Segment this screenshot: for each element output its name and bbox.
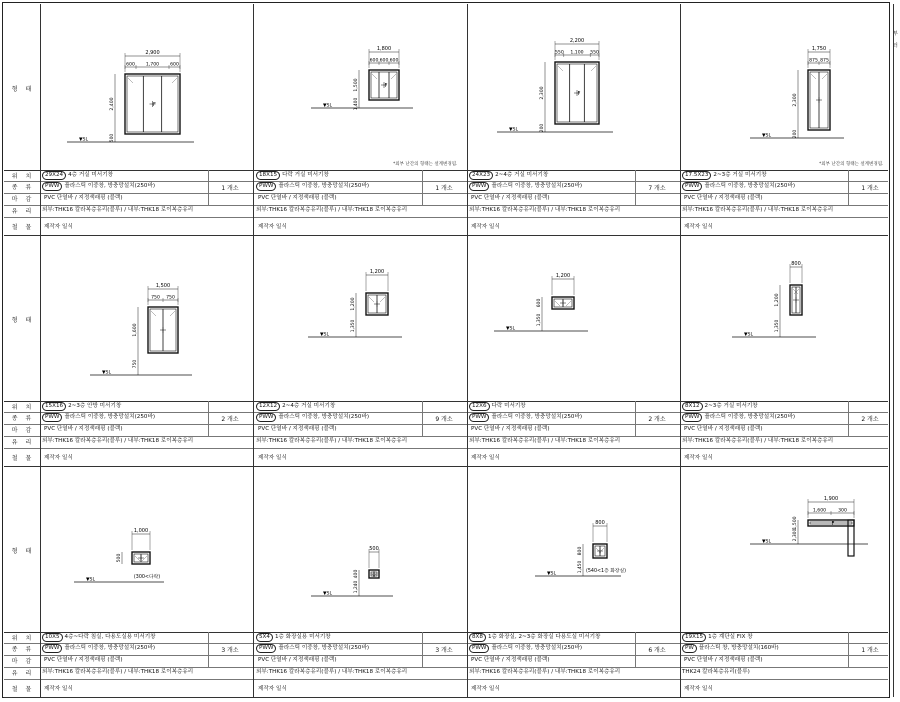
window-frame — [366, 293, 388, 315]
window-type-cell — [469, 413, 633, 422]
dim-total: 2,200 — [569, 38, 585, 44]
window-type-cell — [469, 182, 633, 191]
dim-sill: 500 — [110, 133, 115, 143]
window-glass: 외부:THK16 칼라복층유리(블루) / 내부:THK18 로이복층유리 — [256, 207, 408, 213]
dim-height: 1,500 — [793, 516, 798, 530]
window-qty: 7 개소 — [648, 185, 666, 192]
window-frame — [790, 285, 802, 315]
window-hardware: 제작자 일식 — [44, 455, 73, 461]
dim-part: 600 — [379, 58, 389, 64]
window-glass: 외부:THK16 칼라복층유리(블루) / 내부:THK18 로이복층유리 — [256, 438, 408, 444]
window-code: 19X15 — [682, 633, 706, 642]
window-frame — [369, 570, 379, 579]
dim-sill: 1,400 — [354, 97, 359, 111]
fix-label: F — [577, 91, 581, 97]
window-finish: PVC 단열바 / 지정색래핑 (블랙) — [44, 426, 123, 432]
window-location-cell — [469, 171, 633, 180]
row-label-location: 위 치 — [11, 173, 35, 180]
window-glass: 외부:THK16 칼라복층유리(블루) / 내부:THK18 로이복층유리 — [469, 207, 621, 213]
window-type-desc: 플라스틱 이중창, 방충망설치(250바) — [491, 414, 583, 420]
window-kind: PWW — [682, 182, 702, 191]
dim-sill: 750 — [133, 359, 138, 369]
sl-label: ▼SL — [86, 577, 96, 583]
window-code: 12X12 — [256, 402, 280, 411]
window-type-cell — [682, 413, 846, 422]
window-location: 1층 계단실 FIX 창 — [708, 634, 753, 640]
window-qty: 3 개소 — [221, 647, 239, 654]
sl-label: ▼SL — [744, 332, 754, 338]
window-type-cell — [42, 182, 206, 191]
window-location: 2~4층 거실 미서기창 — [495, 172, 549, 178]
window-glass: 외부:THK16 칼라복층유리(블루) / 내부:THK18 로이복층유리 — [469, 438, 621, 444]
window-type-desc: 플라스틱 이중창, 방충망설치(250바) — [278, 414, 370, 420]
dim-total: 1,500 — [155, 283, 171, 289]
dim-height: 600 — [537, 298, 542, 308]
row-label-finish: 마 감 — [11, 196, 35, 203]
window-type-desc: 플라스틱 이중창, 방충망설치(250바) — [704, 183, 796, 189]
dim-sill: 200 — [793, 129, 798, 139]
dim-part: 600 — [126, 62, 135, 68]
window-location: 2~4층 거실 미서기창 — [282, 403, 336, 409]
window-type-desc: 플라스틱 이중창, 방충망설치(250바) — [491, 645, 583, 651]
window-location-cell — [469, 633, 633, 642]
window-code: 8X12 — [682, 402, 703, 411]
row-divider — [4, 217, 888, 218]
window-frame — [148, 307, 178, 353]
dim-sill: 1,350 — [775, 319, 780, 333]
window-elevation-drawing — [680, 466, 893, 632]
window-elevation-drawing — [40, 4, 253, 170]
window-elevation-drawing — [467, 466, 680, 632]
drawing-note: *외부 난간의 형태는 설계변경됨. — [819, 162, 884, 167]
window-location: 2~3층 안방 미서기창 — [68, 403, 122, 409]
window-type-desc: 플라스틱 이중창, 방충망설치(250바) — [278, 645, 370, 651]
window-kind: PWW — [256, 182, 276, 191]
sl-label: ▼SL — [509, 127, 519, 133]
dim-part: 1,100 — [570, 50, 584, 56]
dim-sill: 2,300 — [793, 528, 798, 542]
band-divider — [4, 697, 888, 698]
window-location-cell — [256, 402, 420, 411]
sl-label: ▼SL — [506, 326, 516, 332]
window-finish: PVC 단열바 / 지정색래핑 (블랙) — [471, 195, 550, 201]
window-kind: PW — [682, 644, 697, 653]
dim-part: 600 — [170, 62, 179, 68]
window-finish: PVC 단열바 / 지정색래핑 (블랙) — [471, 426, 550, 432]
window-location: 다락 미서기창 — [491, 403, 526, 409]
window-elevation-drawing — [680, 235, 893, 401]
window-type-desc: 플라스틱 창, 방충망설치(160바) — [698, 645, 779, 651]
dim-total: 1,800 — [376, 46, 392, 52]
dim-part: 550 — [555, 50, 564, 56]
window-qty: 3 개소 — [435, 647, 453, 654]
row-label-hardware: 철 물 — [11, 686, 35, 693]
window-code: 5X4 — [256, 633, 273, 642]
sl-label: ▼SL — [79, 137, 89, 143]
window-qty: 2 개소 — [861, 416, 879, 423]
window-glass: 외부:THK16 칼라복층유리(블루) / 내부:THK18 로이복층유리 — [42, 438, 194, 444]
dim-part: 750 — [151, 295, 160, 301]
dim-total: 500 — [369, 546, 379, 552]
window-location-cell — [42, 633, 206, 642]
dim-height: 500 — [117, 553, 122, 563]
row-label-glass: 유 리 — [11, 208, 35, 215]
window-glass: 외부:THK16 칼라복층유리(블루) / 내부:THK18 로이복층유리 — [256, 669, 408, 675]
row-label-location: 위 치 — [11, 404, 35, 411]
window-qty: 1 개소 — [861, 185, 879, 192]
window-qty: 1 개소 — [861, 647, 879, 654]
row-label-glass: 유 리 — [11, 670, 35, 677]
window-location-cell — [469, 402, 633, 411]
window-hardware: 제작자 일식 — [471, 455, 500, 461]
window-type-desc: 플라스틱 이중창, 방충망설치(250바) — [64, 183, 156, 189]
dim-total: 1,200 — [555, 273, 571, 279]
window-qty: 2 개소 — [648, 416, 666, 423]
window-kind: PWW — [682, 413, 702, 422]
window-finish: PVC 단열바 / 지정색래핑 (블랙) — [684, 657, 763, 663]
window-hardware: 제작자 일식 — [258, 224, 287, 230]
window-finish: PVC 단열바 / 지정색래핑 (블랙) — [258, 426, 337, 432]
window-elevation-drawing — [467, 235, 680, 401]
dim-part: 1,700 — [145, 62, 160, 68]
side-mark: 터 — [893, 43, 898, 49]
window-type-cell — [256, 644, 420, 653]
window-type-desc: 플라스틱 이중창, 방충망설치(250바) — [64, 414, 156, 420]
dim-height: 1,200 — [775, 293, 780, 307]
window-type-cell — [682, 644, 846, 653]
dim-part: 600 — [369, 58, 379, 64]
window-code: 15X16 — [42, 402, 66, 411]
dim-part: 300 — [838, 508, 847, 514]
window-glass: 외부:THK16 칼라복층유리(블루) / 내부:THK18 로이복층유리 — [42, 669, 194, 675]
sl-label: ▼SL — [102, 370, 112, 376]
window-finish: PVC 단열바 / 지정색래핑 (블랙) — [44, 657, 123, 663]
dim-part: 875 — [809, 58, 818, 64]
window-glass: 외부:THK16 칼라복층유리(블루) / 내부:THK18 로이복층유리 — [682, 438, 834, 444]
window-hardware: 제작자 일식 — [44, 224, 73, 230]
dim-total: 800 — [791, 261, 801, 267]
window-hardware: 제작자 일식 — [471, 686, 500, 692]
window-glass: 외부:THK16 칼라복층유리(블루) / 내부:THK18 로이복층유리 — [42, 207, 194, 213]
window-location-cell — [256, 633, 420, 642]
dim-sill: 1,240 — [354, 580, 359, 594]
window-frame — [132, 552, 150, 564]
dim-part: 600 — [389, 58, 399, 64]
fix-label: F — [153, 102, 156, 108]
window-frame — [593, 544, 607, 558]
column-divider — [893, 466, 894, 697]
window-code: 24X23 — [469, 171, 493, 180]
window-location: 4층~다락 침실, 다용도실용 미서기창 — [64, 634, 156, 640]
dim-height: 1,500 — [354, 78, 359, 92]
window-code: 29X24 — [42, 171, 66, 180]
window-location: 2~3층 거실 미서기창 — [713, 172, 767, 178]
window-code: 17.5X23 — [682, 171, 711, 180]
window-code: 8X8 — [469, 633, 486, 642]
window-code: 12X6 — [469, 402, 490, 411]
fix-label: F — [384, 83, 388, 89]
window-glass: 외부:THK16 칼라복층유리(블루) / 내부:THK18 로이복층유리 — [682, 207, 834, 213]
dim-total: 1,750 — [811, 46, 827, 52]
window-finish: PVC 단열바 / 지정색래핑 (블랙) — [684, 426, 763, 432]
window-glass: 외부:THK16 칼라복층유리(블루) / 내부:THK18 로이복층유리 — [469, 669, 621, 675]
row-label-form: 형 태 — [11, 548, 35, 555]
side-mark: 부 — [893, 31, 898, 37]
sl-label: ▼SL — [323, 591, 333, 597]
row-label-finish: 마 감 — [11, 427, 35, 434]
window-elevation-drawing — [467, 4, 680, 170]
window-type-cell — [682, 182, 846, 191]
dim-height: 400 — [354, 569, 359, 579]
window-location: 2~3층 거실 미서기창 — [704, 403, 758, 409]
row-label-glass: 유 리 — [11, 439, 35, 446]
window-type-cell — [256, 182, 420, 191]
row-label-type: 종 류 — [11, 184, 35, 191]
window-location: 4층 거실 미서기창 — [68, 172, 114, 178]
window-location-cell — [682, 402, 846, 411]
sl-label: ▼SL — [762, 539, 772, 545]
window-qty: 9 개소 — [435, 416, 453, 423]
window-kind: PWW — [256, 644, 276, 653]
window-finish: PVC 단열바 / 지정색래핑 (블랙) — [684, 195, 763, 201]
row-label-type: 종 류 — [11, 415, 35, 422]
row-divider — [4, 679, 888, 680]
window-kind: PWW — [469, 413, 489, 422]
dim-height: 1,600 — [133, 323, 138, 337]
dim-total: 800 — [595, 520, 605, 526]
fix-label: F — [831, 521, 835, 527]
window-location-cell — [42, 171, 206, 180]
window-hardware: 제작자 일식 — [684, 686, 713, 692]
window-kind: PWW — [469, 644, 489, 653]
window-hardware: 제작자 일식 — [684, 455, 713, 461]
row-label-finish: 마 감 — [11, 658, 35, 665]
window-type-cell — [42, 644, 206, 653]
drawing-note: *외부 난간의 형태는 설계변경됨. — [393, 162, 458, 167]
dim-total: 1,900 — [823, 496, 839, 502]
window-hardware: 제작자 일식 — [258, 686, 287, 692]
window-frame — [552, 297, 574, 309]
window-finish: PVC 단열바 / 지정색래핑 (블랙) — [258, 657, 337, 663]
window-frame — [808, 70, 830, 130]
window-type-desc: 플라스틱 이중창, 방충망설치(250바) — [64, 645, 156, 651]
window-kind: PWW — [42, 413, 62, 422]
window-elevation-drawing — [40, 235, 253, 401]
row-divider — [4, 448, 888, 449]
window-location: 1층 화장실용 미서기창 — [274, 634, 331, 640]
window-location-cell — [682, 171, 846, 180]
window-finish: PVC 단열바 / 지정색래핑 (블랙) — [471, 657, 550, 663]
dim-sill: 200 — [540, 123, 545, 133]
dim-part: 750 — [166, 295, 175, 301]
window-type-cell — [469, 644, 633, 653]
sl-label: ▼SL — [547, 571, 557, 577]
window-hardware: 제작자 일식 — [684, 224, 713, 230]
window-hardware: 제작자 일식 — [44, 686, 73, 692]
dim-extra: (540<1층 화장실) — [585, 569, 627, 574]
window-type-desc: 플라스틱 이중창, 방충망설치(250바) — [704, 414, 796, 420]
window-qty: 2 개소 — [221, 416, 239, 423]
window-finish: PVC 단열바 / 지정색래핑 (블랙) — [44, 195, 123, 201]
window-location: 다락 거실 미서기창 — [282, 172, 329, 178]
dim-total: 1,000 — [133, 528, 149, 534]
window-elevation-drawing — [254, 466, 467, 632]
window-elevation-drawing — [254, 235, 467, 401]
window-qty: 1 개소 — [435, 185, 453, 192]
column-divider — [893, 4, 894, 235]
dim-total: 1,200 — [369, 269, 385, 275]
window-location-cell — [256, 171, 420, 180]
dim-total: 2,900 — [145, 50, 160, 56]
row-label-hardware: 철 물 — [11, 224, 35, 231]
window-location: 1층 화장실, 2~3층 화장실 다용도실 미서기창 — [487, 634, 601, 640]
dim-sill: 1,450 — [578, 560, 583, 574]
window-hardware: 제작자 일식 — [258, 455, 287, 461]
dim-height: 2,400 — [110, 97, 115, 111]
sl-label: ▼SL — [320, 332, 330, 338]
sl-label: ▼SL — [323, 103, 333, 109]
window-code: 10X5 — [42, 633, 63, 642]
window-code: 18X15 — [256, 171, 280, 180]
window-type-desc: 플라스틱 이중창, 방충망설치(250바) — [491, 183, 583, 189]
window-elevation-drawing — [40, 466, 253, 632]
window-kind: PWW — [469, 182, 489, 191]
window-kind: PWW — [42, 644, 62, 653]
dim-sill: 1,350 — [537, 313, 542, 327]
dim-part: 875 — [820, 58, 829, 64]
window-kind: PWW — [42, 182, 62, 191]
dim-part: 550 — [590, 50, 599, 56]
window-location-cell — [682, 633, 846, 642]
dim-height: 1,200 — [351, 297, 356, 311]
dim-height: 2,300 — [540, 86, 545, 100]
dim-extra: (300<다락) — [133, 575, 161, 580]
row-label-hardware: 철 물 — [11, 455, 35, 462]
window-qty: 6 개소 — [648, 647, 666, 654]
row-label-form: 형 태 — [11, 317, 35, 324]
sl-label: ▼SL — [762, 133, 772, 139]
row-label-type: 종 류 — [11, 646, 35, 653]
window-qty: 1 개소 — [221, 185, 239, 192]
window-glass: THK24 칼라복층유리(블루) — [682, 669, 750, 675]
dim-sill: 1,350 — [351, 319, 356, 333]
window-kind: PWW — [256, 413, 276, 422]
window-hardware: 제작자 일식 — [471, 224, 500, 230]
window-location-cell — [42, 402, 206, 411]
column-divider — [893, 235, 894, 466]
row-label-form: 형 태 — [11, 86, 35, 93]
dim-height: 800 — [578, 546, 583, 556]
dim-height: 2,300 — [793, 93, 798, 107]
row-label-location: 위 치 — [11, 635, 35, 642]
window-type-desc: 플라스틱 이중창, 방충망설치(250바) — [278, 183, 370, 189]
window-finish: PVC 단열바 / 지정색래핑 (블랙) — [258, 195, 337, 201]
window-elevation-drawing — [254, 4, 467, 170]
window-elevation-drawing — [680, 4, 893, 170]
window-type-cell — [256, 413, 420, 422]
window-type-cell — [42, 413, 206, 422]
dim-part: 1,600 — [812, 508, 827, 514]
